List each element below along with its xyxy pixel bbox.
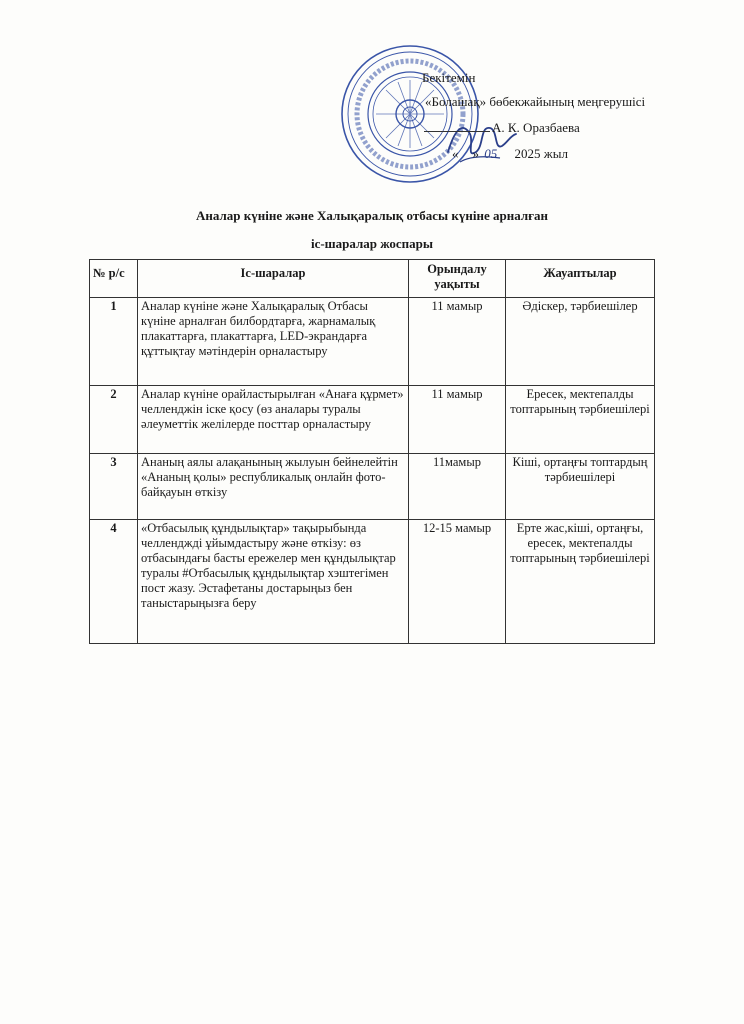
row-num: 4 [90,520,138,644]
doc-title-line2: іс-шаралар жоспары [310,236,434,251]
header-event: Іс-шаралар [138,260,409,298]
header-date: Орындалу уақыты [409,260,506,298]
approved-label: Бекітемін [422,70,476,85]
table-row [90,520,655,644]
date-year: 2025 жыл [514,146,568,161]
table-row [90,386,655,454]
approval-date [452,146,568,161]
approver-name-line [424,120,580,135]
header-responsible: Жауаптылар [506,260,655,298]
row-responsible: Әдіскер, тәрбиешілер [506,298,655,386]
row-num: 2 [90,386,138,454]
row-date: 11 мамыр [409,298,506,386]
row-responsible: Ересек, мектепалды топтарының тәрбиешілері [506,386,655,454]
date-open-quote: « [452,146,459,161]
table-header-row [90,260,655,298]
row-responsible: Кіші, ортаңғы топтардың тәрбиешілері [506,454,655,520]
approver-position: «Болашақ» бөбекжайының меңгерушісі [425,94,646,109]
plan-table [89,259,655,644]
row-date: 11мамыр [409,454,506,520]
row-date: 12-15 мамыр [409,520,506,644]
date-close-quote: » [472,146,479,161]
approver-name: А. К. Оразбаева [492,120,580,135]
date-month: 05 [484,146,498,161]
row-event: Ананың аялы алақанының жылуын бейнелейтін «Ананың қолы» республикалық онлайн фото- байқауын өткізу [138,454,409,520]
row-event: Аналар күніне орайластырылған «Анаға құрмет» челленджін іске қосу (өз аналары туралы әлеуметтік желілерде посттар орналастыру [138,386,409,454]
table-row [90,454,655,520]
row-num: 1 [90,298,138,386]
row-num: 3 [90,454,138,520]
table-row [90,298,655,386]
row-responsible: Ерте жас,кіші, ортаңғы, ересек, мектепалды топтарының тәрбиешілері [506,520,655,644]
row-date: 11 мамыр [409,386,506,454]
row-event: «Отбасылық құндылықтар» тақырыбында челленджді ұйымдастыру және өткізу: өз отбасындағы басты ережелер мен құндылықтар туралы #Отбасылық құндылықтар хэштегімен пост жазу. Эстафетаны достарыңыз бен таныстарыңызға беру [138,520,409,644]
doc-title-line1: Аналар күніне және Халықаралық отбасы күніне арналған [195,208,549,223]
row-event: Аналар күніне және Халықаралық Отбасы күніне арналған билбордтарға, жарнамалық плакаттарға, плакаттарға, LED-экрандарға құттықтау мәтіндерін орналастыру [138,298,409,386]
header-num: № р/с [90,260,138,298]
